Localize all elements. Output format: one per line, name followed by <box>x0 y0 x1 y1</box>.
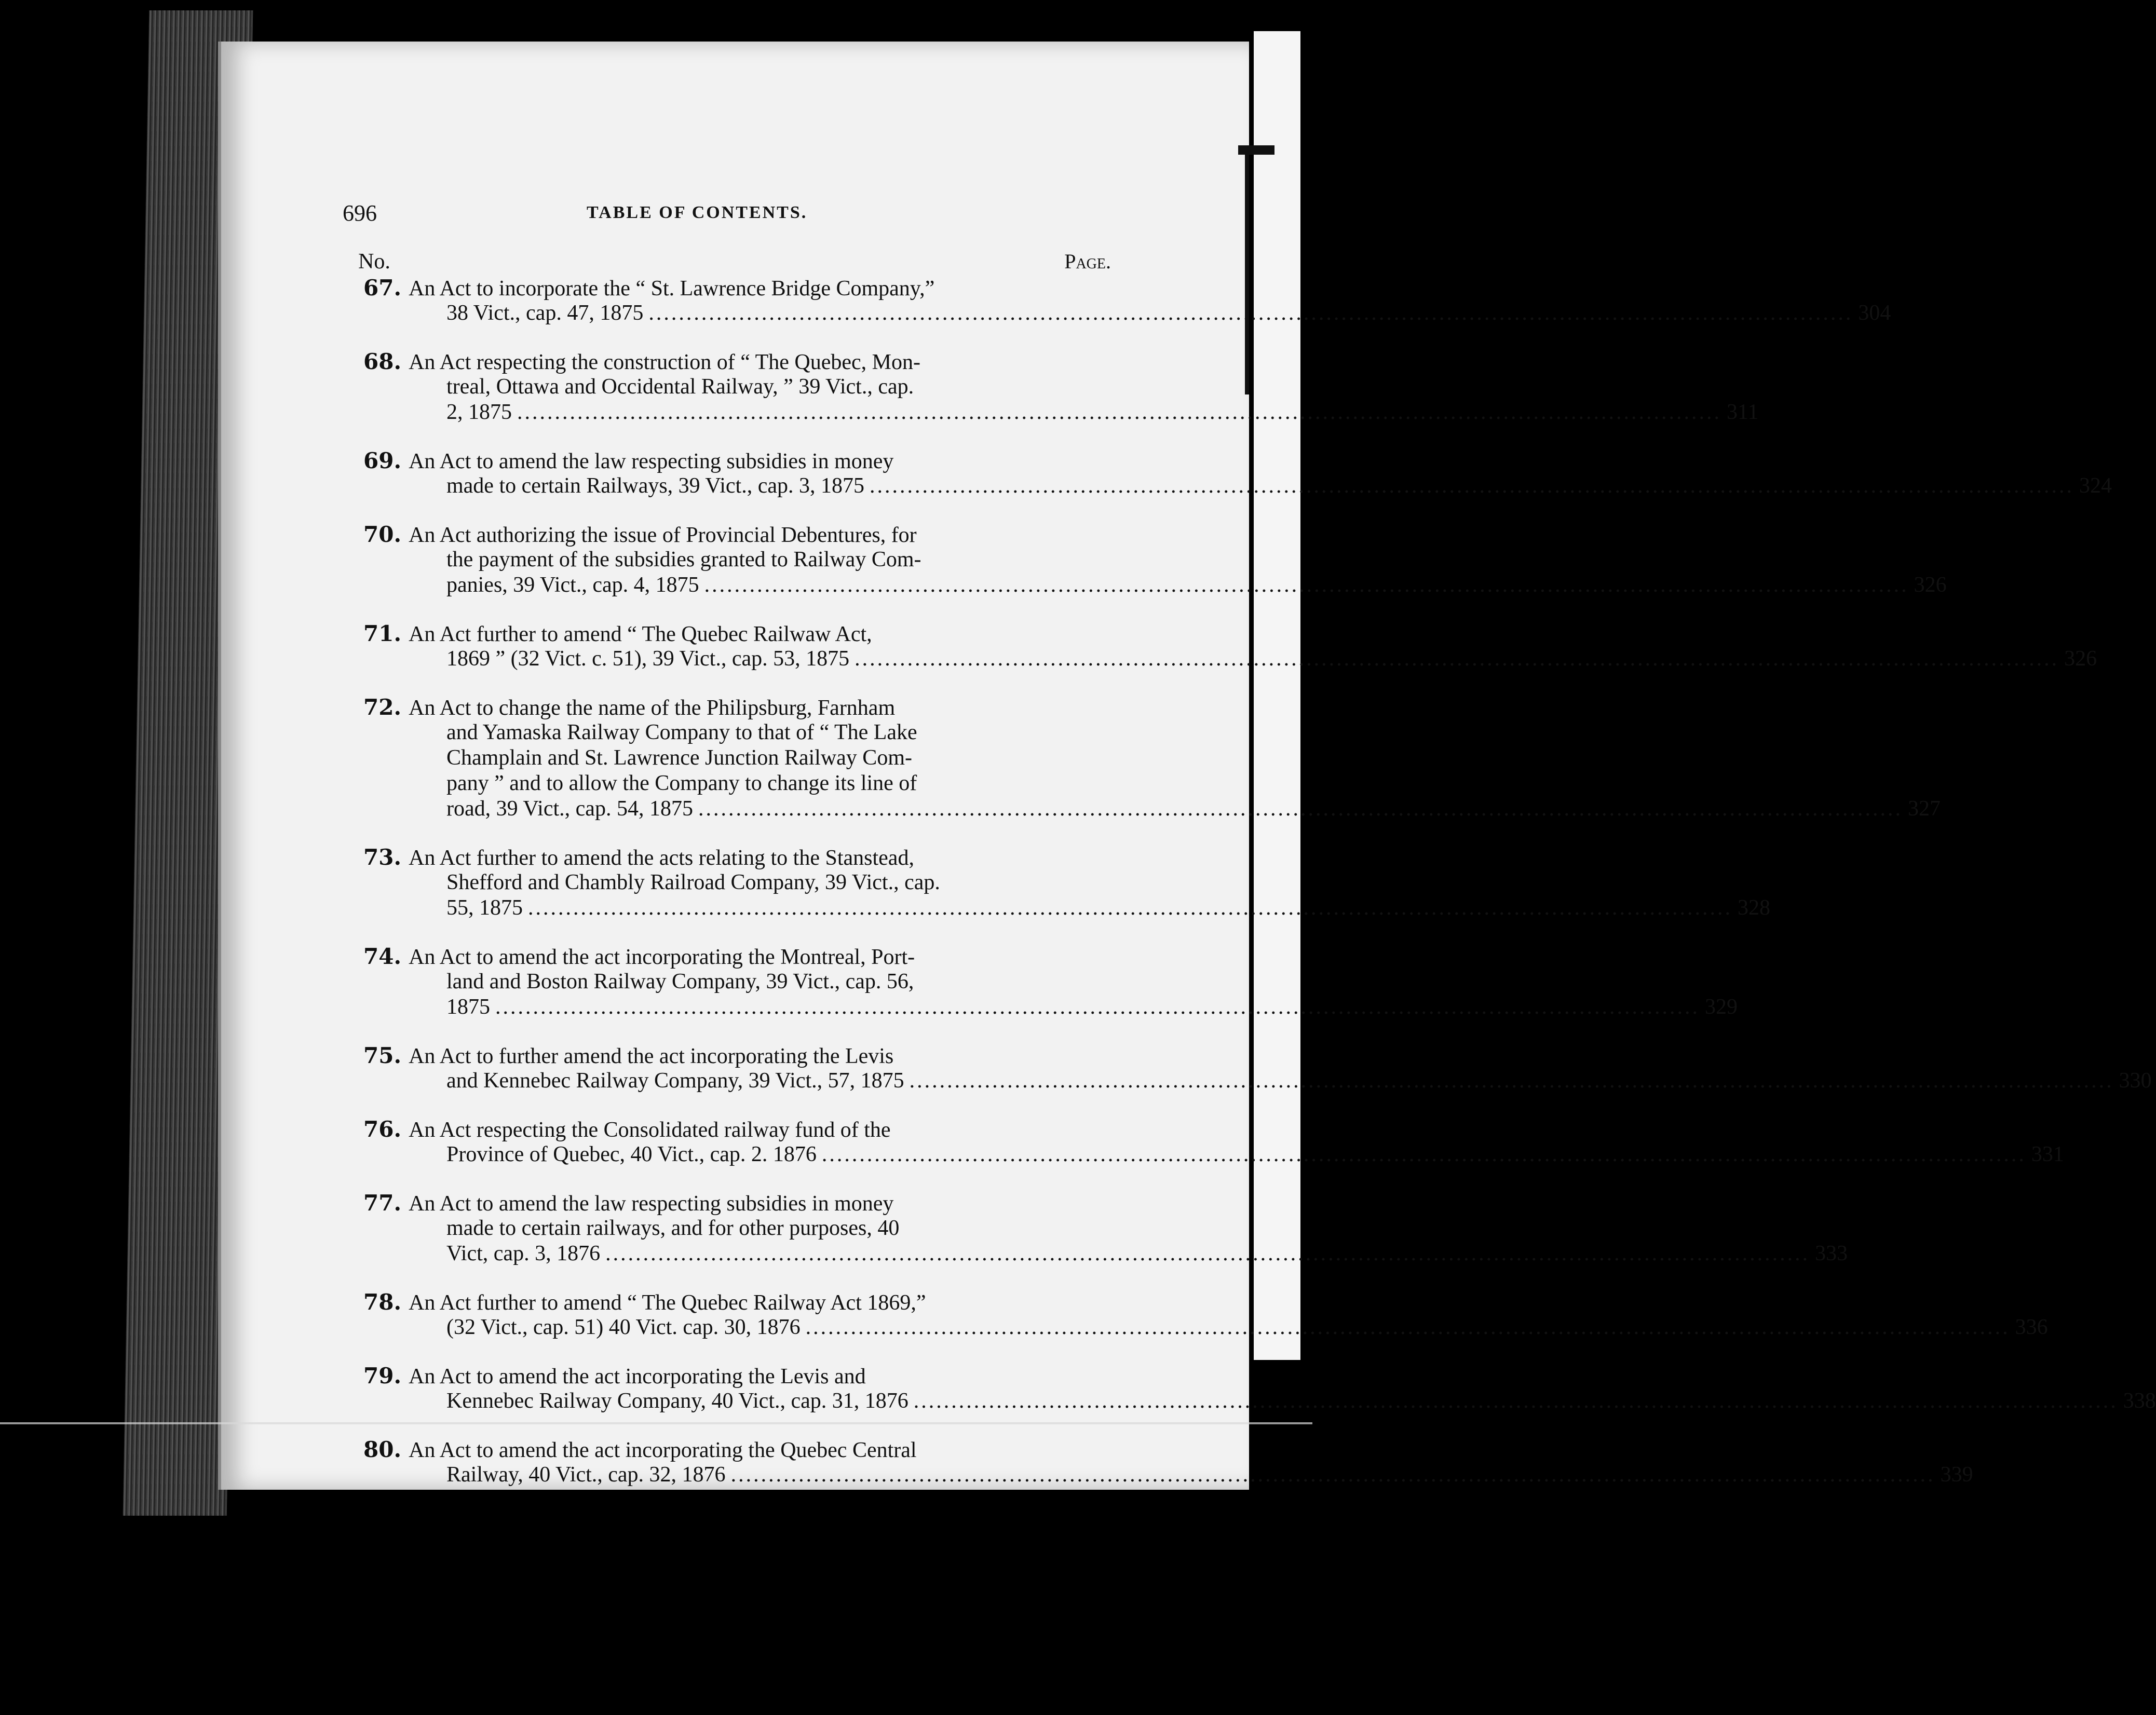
entry-citation-line <box>358 473 2112 499</box>
column-headings <box>358 249 1111 275</box>
entry-text-line <box>358 695 1111 720</box>
entry-citation: Kennebec Railway Company, 40 Vict., cap. 31, 1876 <box>446 1389 908 1413</box>
entry-text-line <box>358 621 1111 646</box>
entry-number: 76. <box>363 1117 402 1142</box>
entry-title: land and Boston Railway Company, 39 Vict., cap. 56, <box>446 970 914 993</box>
entry-page-number: 311 <box>1727 400 1759 424</box>
contents-entry <box>358 621 2097 672</box>
entry-citation: 1875 <box>446 995 490 1019</box>
entry-title: treal, Ottawa and Occidental Railway, ” 39 Vict., cap. <box>446 375 914 399</box>
contents-entry <box>358 1437 1973 1488</box>
entry-number: 73. <box>363 845 402 870</box>
entry-citation: road, 39 Vict., cap. 54, 1875 <box>446 797 693 821</box>
dot-leader: ................................................................................................................................................................ <box>805 1315 2010 1339</box>
entry-text-line <box>358 522 1111 547</box>
entry-text-line <box>358 745 1111 771</box>
entry-text-line <box>358 1437 1111 1462</box>
entry-title: and Yamaska Railway Company to that of “ The Lake <box>446 720 917 744</box>
entry-citation: (32 Vict., cap. 51) 40 Vict. cap. 30, 1876 <box>446 1315 801 1339</box>
entry-number: 71. <box>363 621 402 646</box>
dot-leader: ................................................................................................................................................................ <box>821 1142 2026 1166</box>
entry-title: Champlain and St. Lawrence Junction Railway Com- <box>446 746 912 770</box>
entry-title: An Act to amend the law respecting subsidies in money <box>409 450 894 473</box>
entry-citation: and Kennebec Railway Company, 39 Vict., 57, 1875 <box>446 1069 904 1093</box>
contents-entry <box>358 1043 2152 1094</box>
entry-text-line <box>358 969 1111 995</box>
contents-entry <box>358 1289 2048 1340</box>
entry-citation-line <box>358 1068 2152 1094</box>
entry-number: 79. <box>363 1363 402 1389</box>
entry-page-number: 338 <box>2123 1389 2156 1413</box>
dot-leader: ................................................................................................................................................................ <box>855 647 2059 671</box>
entry-number: 69. <box>363 448 402 473</box>
contents-entry <box>358 695 1941 822</box>
entry-title: Shefford and Chambly Railroad Company, 39 Vict., cap. <box>446 870 940 894</box>
entry-page-number: 333 <box>1815 1242 1848 1265</box>
entry-citation: 2, 1875 <box>446 400 512 424</box>
contents-entry <box>358 1190 1848 1267</box>
entry-citation-line <box>358 573 1947 598</box>
dot-leader: ................................................................................................................................................................ <box>909 1069 2114 1093</box>
entry-text-line <box>358 720 1111 745</box>
contents-list <box>358 275 2156 1510</box>
entry-text-line <box>358 1363 1111 1389</box>
contents-entry <box>358 448 2112 499</box>
entry-title: An Act respecting the Consolidated railway fund of the <box>409 1118 891 1142</box>
entry-number: 75. <box>363 1043 402 1068</box>
entry-page-number: 336 <box>2015 1315 2048 1339</box>
entry-text-line <box>358 1043 1111 1068</box>
entry-number: 74. <box>363 944 402 969</box>
column-heading-page: Page. <box>1064 250 1111 273</box>
entry-citation-line <box>358 995 1738 1020</box>
entry-title: An Act to further amend the act incorporating the Levis <box>409 1044 894 1068</box>
entry-citation: 1869 ” (32 Vict. c. 51), 39 Vict., cap. 53, 1875 <box>446 647 850 671</box>
entry-number: 67. <box>363 275 402 301</box>
entry-title: pany ” and to allow the Company to change its line of <box>446 771 917 795</box>
contents-entry <box>358 349 1759 425</box>
dot-leader: ................................................................................................................................................................ <box>870 474 2074 498</box>
entry-text-line <box>358 1216 1111 1241</box>
entry-title: An Act respecting the construction of “ The Quebec, Mon- <box>409 350 921 374</box>
entry-title: the payment of the subsidies granted to Railway Com- <box>446 548 921 571</box>
entry-number: 70. <box>363 522 402 547</box>
entry-text-line <box>358 547 1111 573</box>
entry-title: An Act further to amend “ The Quebec Railway Act 1869,” <box>409 1291 926 1315</box>
entry-citation: Province of Quebec, 40 Vict., cap. 2. 1876 <box>446 1142 817 1166</box>
entry-title: made to certain railways, and for other purposes, 40 <box>446 1216 900 1240</box>
entry-text-line <box>358 870 1111 895</box>
entry-page-number: 329 <box>1705 995 1738 1019</box>
entry-page-number: 326 <box>1914 573 1947 597</box>
entry-number: 78. <box>363 1289 402 1315</box>
entry-citation: 55, 1875 <box>446 896 523 920</box>
entry-text-line <box>358 349 1111 374</box>
entry-text-line <box>358 1190 1111 1216</box>
entry-text-line <box>358 771 1111 796</box>
contents-entry <box>358 845 1770 921</box>
entry-citation-line <box>358 1142 2064 1167</box>
entry-title: An Act further to amend the acts relating to the Stanstead, <box>409 846 914 870</box>
entry-page-number: 326 <box>2064 647 2097 671</box>
dot-leader: ................................................................................................................................................................ <box>648 301 1853 325</box>
dot-leader: ................................................................................................................................................................ <box>698 797 1903 821</box>
entry-text-line <box>358 1117 1111 1142</box>
entry-citation-line <box>358 1389 2156 1414</box>
entry-text-line <box>358 845 1111 870</box>
entry-text-line <box>358 1289 1111 1315</box>
entry-citation-line <box>358 895 1770 921</box>
dot-leader: ................................................................................................................................................................ <box>704 573 1909 597</box>
entry-number: 77. <box>363 1190 402 1216</box>
entry-text-line <box>358 944 1111 969</box>
entry-citation-line <box>358 646 2097 672</box>
entry-citation: Railway, 40 Vict., cap. 32, 1876 <box>446 1463 726 1487</box>
entry-title: An Act to amend the law respecting subsidies in money <box>409 1192 894 1216</box>
entry-title: An Act to amend the act incorporating the Levis and <box>409 1365 866 1389</box>
contents-entry <box>358 1117 2064 1167</box>
entry-page-number: 331 <box>2031 1142 2064 1166</box>
entry-title: An Act to amend the act incorporating the Montreal, Port- <box>409 945 915 969</box>
entry-text-line <box>358 374 1111 400</box>
entry-page-number: 328 <box>1738 896 1770 920</box>
entry-citation-line <box>358 400 1759 425</box>
entry-title: An Act to incorporate the “ St. Lawrence Bridge Company,” <box>409 277 935 301</box>
entry-citation: Vict, cap. 3, 1876 <box>446 1242 601 1265</box>
entry-citation: made to certain Railways, 39 Vict., cap. 3, 1875 <box>446 474 864 498</box>
entry-citation-line <box>358 796 1941 822</box>
entry-page-number: 339 <box>1940 1463 1973 1487</box>
entry-citation: panies, 39 Vict., cap. 4, 1875 <box>446 573 699 597</box>
entry-citation-line <box>358 1315 2048 1340</box>
entry-text-line <box>358 275 1111 301</box>
entry-citation-line <box>358 1462 1973 1488</box>
page-number: 696 <box>343 200 377 226</box>
contents-entry <box>358 275 1891 326</box>
facing-page-mark <box>1238 145 1274 155</box>
dot-leader: ................................................................................................................................................................ <box>605 1242 1810 1265</box>
dot-leader: ................................................................................................................................................................ <box>528 896 1732 920</box>
facing-page-rule <box>1245 145 1249 394</box>
entry-title: An Act to change the name of the Philipsburg, Farnham <box>409 696 896 720</box>
entry-number: 68. <box>363 349 402 374</box>
entry-number: 80. <box>363 1437 402 1462</box>
contents-entry <box>358 522 1947 598</box>
entry-page-number: 327 <box>1907 797 1941 821</box>
entry-page-number: 324 <box>2079 474 2112 498</box>
entry-number: 72. <box>363 695 402 720</box>
entry-text-line <box>358 448 1111 473</box>
entry-citation: 38 Vict., cap. 47, 1875 <box>446 301 644 325</box>
entry-title: An Act to amend the act incorporating the Quebec Central <box>409 1438 917 1462</box>
entry-title: An Act further to amend “ The Quebec Railwaw Act, <box>409 622 872 646</box>
dot-leader: ................................................................................................................................................................ <box>730 1463 1935 1487</box>
entry-citation-line <box>358 301 1891 326</box>
running-title: TABLE OF CONTENTS. <box>587 203 808 222</box>
dot-leader: ................................................................................................................................................................ <box>495 995 1700 1019</box>
page-header <box>343 200 1111 231</box>
column-heading-no: No. <box>358 250 390 274</box>
entry-title: An Act authorizing the issue of Provincial Debentures, for <box>409 523 917 547</box>
entry-citation-line <box>358 1241 1848 1267</box>
dot-leader: ................................................................................................................................................................ <box>517 400 1721 424</box>
entry-page-number: 304 <box>1858 301 1891 325</box>
contents-entry <box>358 1363 2156 1414</box>
contents-entry <box>358 944 1738 1020</box>
entry-page-number: 330 <box>2119 1069 2152 1093</box>
dot-leader: ................................................................................................................................................................ <box>913 1389 2118 1413</box>
